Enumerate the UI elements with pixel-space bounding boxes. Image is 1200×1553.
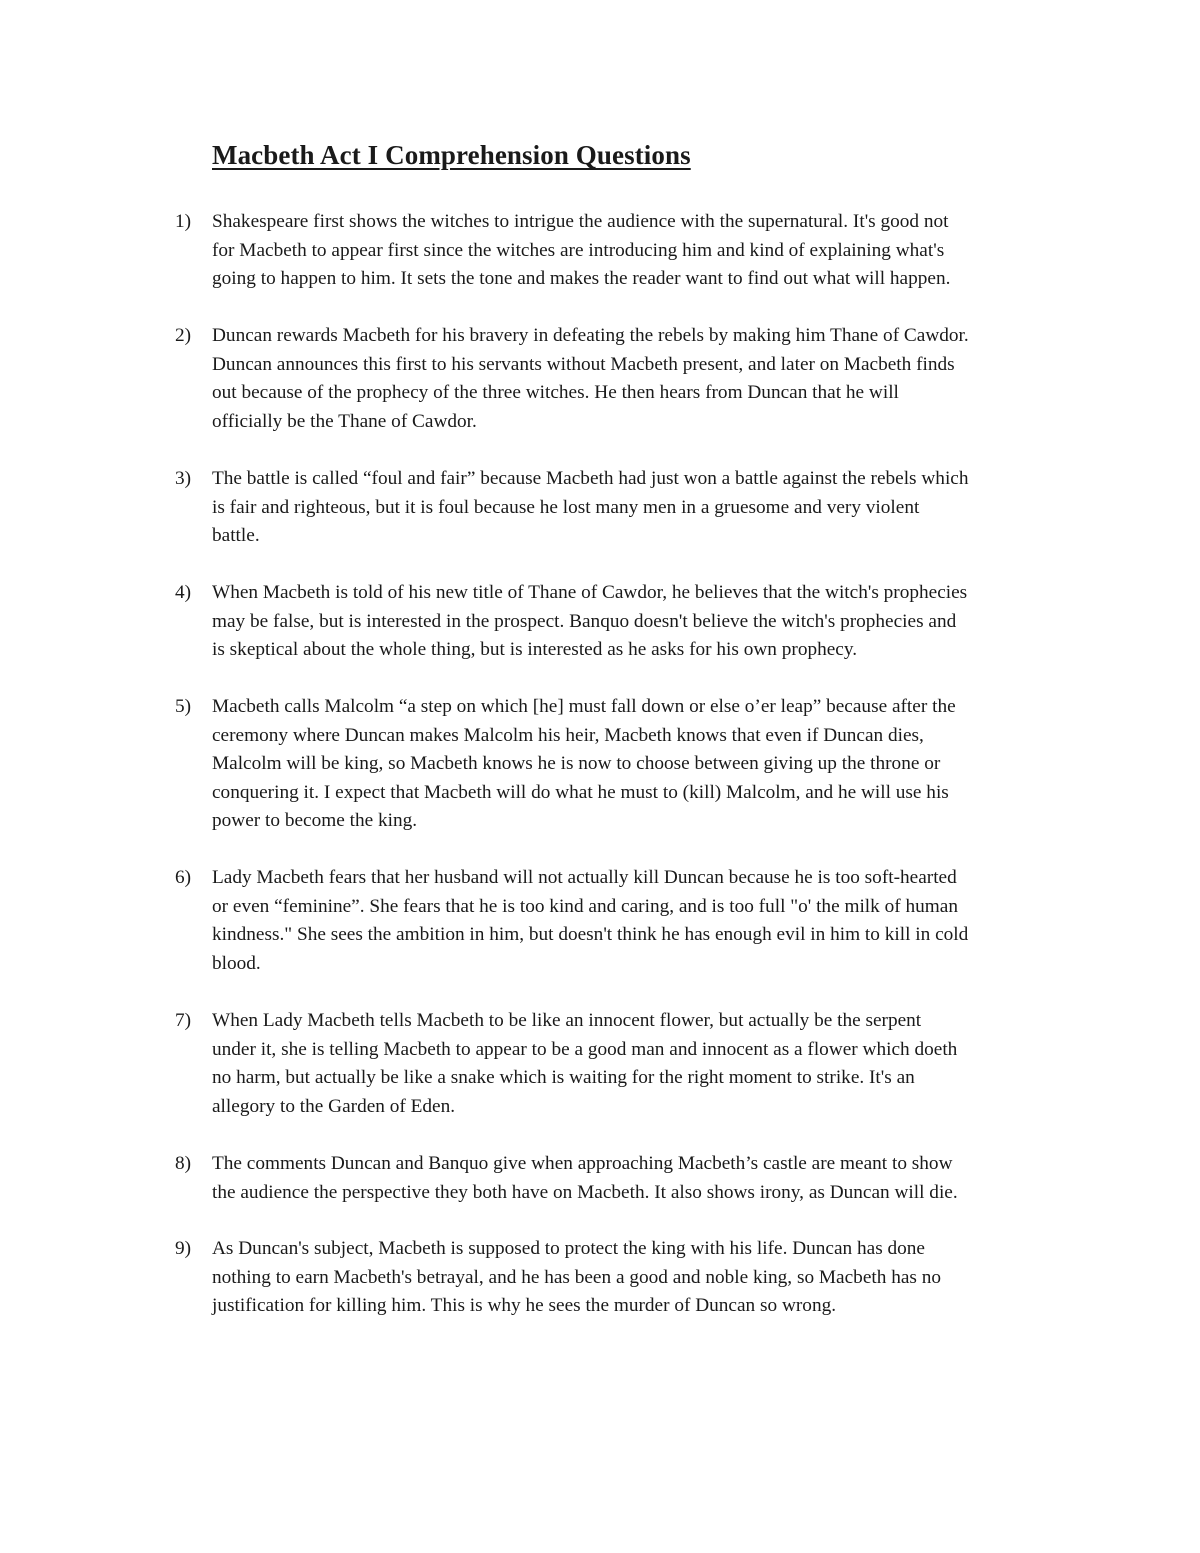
answer-line: or even “feminine”. She fears that he is too kind and caring, and is too full "o' the milk of human (212, 895, 958, 917)
answer-line: justification for killing him. This is why he sees the murder of Duncan so wrong. (212, 1295, 837, 1317)
answer-text (212, 579, 1075, 665)
answer-line: the audience the perspective they both have on Macbeth. It also shows irony, as Duncan will die. (212, 1181, 958, 1203)
question-number: 3) (175, 468, 192, 489)
answer-line: allegory to the Garden of Eden. (212, 1095, 456, 1117)
answer-line: power to become the king. (212, 810, 418, 832)
answer-line: Duncan announces this first to his servants without Macbeth present, and later on Macbeth finds (212, 353, 955, 375)
answer-text (212, 465, 1075, 551)
answer-line: nothing to earn Macbeth's betrayal, and he has been a good and noble king, so Macbeth has no (212, 1266, 941, 1288)
answer-line: battle. (212, 525, 260, 547)
document-title: Macbeth Act I Comprehension Questions (212, 140, 691, 170)
question-number: 1) (175, 211, 192, 232)
question-number: 5) (175, 696, 192, 717)
answer-line: for Macbeth to appear first since the witches are introducing him and kind of explaining what's (212, 239, 945, 261)
answer-text (212, 208, 1075, 294)
answer-line: going to happen to him. It sets the tone and makes the reader want to find out what will happen. (212, 268, 951, 290)
answer-line: is fair and righteous, but it is foul because he lost many men in a gruesome and very violent (212, 496, 920, 518)
answer-text (212, 1150, 1075, 1207)
answer-line: The comments Duncan and Banquo give when approaching Macbeth’s castle are meant to show (212, 1153, 953, 1174)
answer-line: When Lady Macbeth tells Macbeth to be like an innocent flower, but actually be the serpent (212, 1010, 922, 1031)
answer-text (212, 1007, 1075, 1121)
question-number: 4) (175, 582, 192, 603)
question-number: 8) (175, 1153, 192, 1174)
answer-line: The battle is called “foul and fair” because Macbeth had just won a battle against the rebels which (212, 468, 969, 489)
answer-line: Duncan rewards Macbeth for his bravery in defeating the rebels by making him Thane of Cawdor. (212, 325, 969, 346)
answer-line: Malcolm will be king, so Macbeth knows he is now to choose between giving up the throne or (212, 753, 941, 775)
answer-line: ceremony where Duncan makes Malcolm his heir, Macbeth knows that even if Duncan dies, (212, 724, 924, 746)
question-number: 9) (175, 1238, 192, 1259)
answer-text (212, 693, 1075, 836)
answer-line: may be false, but is interested in the prospect. Banquo doesn't believe the witch's prophecies and (212, 610, 957, 632)
answer-line: When Macbeth is told of his new title of Thane of Cawdor, he believes that the witch's prophecies (212, 582, 968, 603)
answer-text (212, 322, 1075, 436)
answer-line: blood. (212, 952, 261, 974)
question-number: 2) (175, 325, 192, 346)
answer-line: Shakespeare first shows the witches to intrigue the audience with the supernatural. It's good not (212, 211, 949, 232)
question-number: 7) (175, 1010, 192, 1031)
answer-line: Lady Macbeth fears that her husband will not actually kill Duncan because he is too soft-hearted (212, 867, 957, 888)
answer-text (212, 864, 1075, 978)
answer-line: is skeptical about the whole thing, but is interested as he asks for his own prophecy. (212, 639, 858, 661)
answer-line: kindness." She sees the ambition in him, but doesn't think he has enough evil in him to kill in cold (212, 924, 969, 946)
answer-line: out because of the prophecy of the three witches. He then hears from Duncan that he will (212, 382, 899, 404)
question-number: 6) (175, 867, 192, 888)
answer-line: officially be the Thane of Cawdor. (212, 410, 477, 432)
answer-text (212, 1235, 1075, 1321)
answer-line: As Duncan's subject, Macbeth is supposed to protect the king with his life. Duncan has done (212, 1238, 925, 1259)
answer-line: Macbeth calls Malcolm “a step on which [he] must fall down or else o’er leap” because after the (212, 696, 956, 717)
answer-line: conquering it. I expect that Macbeth will do what he must to (kill) Malcolm, and he will use his (212, 781, 949, 803)
answer-line: no harm, but actually be like a snake which is waiting for the right moment to strike. It's an (212, 1067, 915, 1089)
answer-line: under it, she is telling Macbeth to appear to be a good man and innocent as a flower which doeth (212, 1038, 958, 1060)
